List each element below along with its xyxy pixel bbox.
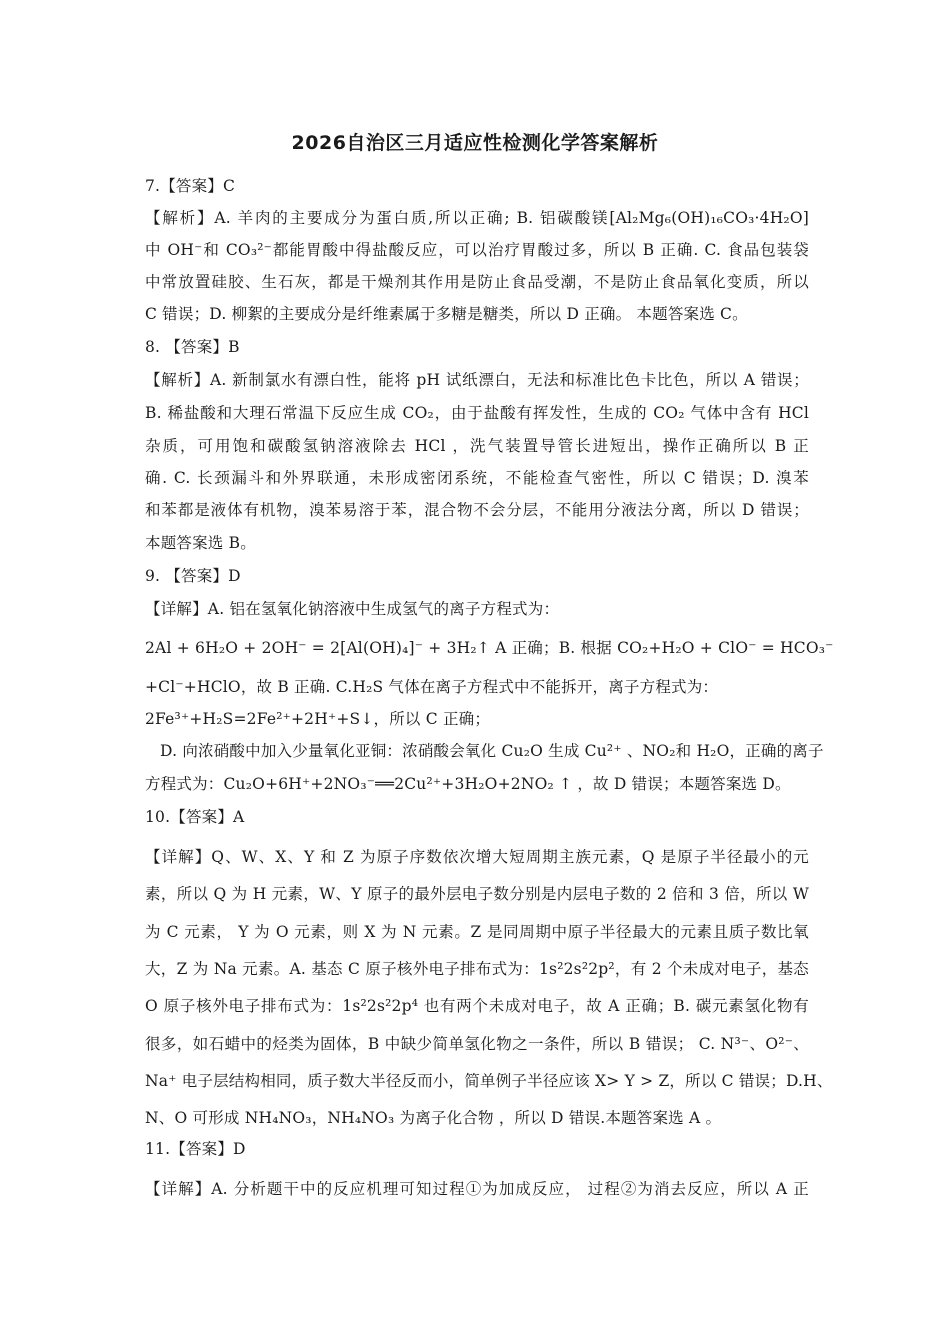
- analysis-line: 确. C. 长颈漏斗和外界联通，未形成密闭系统，不能检查气密性，所以 C 错误；D. 溴苯: [145, 469, 809, 487]
- analysis-line: 【详解】Q、W、X、Y 和 Z 为原子序数依次增大短周期主族元素，Q 是原子半径最小的元: [145, 848, 809, 866]
- analysis-line: C 错误；D. 柳絮的主要成分是纤维素属于多糖是糖类，所以 D 正确。 本题答案选 C。: [145, 305, 748, 323]
- analysis-line: 【解析】A. 羊肉的主要成分为蛋白质,所以正确; B. 铝碳酸镁[Al₂Mg₆(OH)₁₆CO₃·4H₂O]: [145, 209, 809, 227]
- analysis-line: 很多，如石蜡中的烃类为固体，B 中缺少简单氢化物之一条件，所以 B 错误； C. N³⁻、O²⁻、: [145, 1035, 809, 1053]
- answer-9-heading: 9. 【答案】D: [145, 567, 241, 585]
- page-title: 2026自治区三月适应性检测化学答案解析: [291, 132, 659, 154]
- analysis-line: 杂质，可用饱和碳酸氢钠溶液除去 HCl ，洗气装置导管长进短出，操作正确所以 B 正: [145, 437, 809, 455]
- analysis-line: 素，所以 Q 为 H 元素，W、Y 原子的最外层电子数分别是内层电子数的 2 倍和 3 倍，所以 W: [145, 885, 809, 903]
- analysis-line: 大，Z 为 Na 元素。A. 基态 C 原子核外电子排布式为：1s²2s²2p²，有 2 个未成对电子，基态: [145, 960, 809, 978]
- analysis-line: D. 向浓硝酸中加入少量氧化亚铜：浓硝酸会氧化 Cu₂O 生成 Cu²⁺ 、NO₂和 H₂O，正确的离子: [160, 742, 824, 760]
- equation-line: 2Fe³⁺+H₂S=2Fe²⁺+2H⁺+S↓，所以 C 正确；: [145, 710, 491, 728]
- answer-10-heading: 10.【答案】A: [145, 808, 245, 826]
- equation-line: 2Al + 6H₂O + 2OH⁻ = 2[Al(OH)₄]⁻ + 3H₂↑ A 正确；B. 根据 CO₂+H₂O + ClO⁻ = HCO₃⁻: [145, 639, 834, 657]
- answer-11-heading: 11.【答案】D: [145, 1140, 246, 1158]
- analysis-line: 为 C 元素， Y 为 O 元素，则 X 为 N 元素。Z 是同周期中原子半径最大的元素且质子数比氧: [145, 923, 809, 941]
- analysis-line: 和苯都是液体有机物，溴苯易溶于苯，混合物不会分层，不能用分液法分离，所以 D 错误；: [145, 501, 809, 519]
- analysis-line: Na⁺ 电子层结构相同，质子数大半径反而小，简单例子半径应该 X> Y > Z，所以 C 错误；D.H、: [145, 1072, 833, 1090]
- analysis-line: 中 OH⁻和 CO₃²⁻都能胃酸中得盐酸反应，可以治疗胃酸过多，所以 B 正确. C. 食品包装袋: [145, 241, 809, 259]
- analysis-line: B. 稀盐酸和大理石常温下反应生成 CO₂，由于盐酸有挥发性，生成的 CO₂ 气体中含有 HCl: [145, 404, 809, 422]
- analysis-line: N、O 可形成 NH₄NO₃，NH₄NO₃ 为离子化合物 ，所以 D 错误.本题答案选 A 。: [145, 1109, 722, 1127]
- analysis-line: 【解析】A. 新制氯水有漂白性，能将 pH 试纸漂白，无法和标准比色卡比色，所以 A 错误；: [145, 371, 809, 389]
- analysis-line: 【详解】A. 铝在氢氧化钠溶液中生成氢气的离子方程式为：: [145, 600, 560, 618]
- answer-7-heading: 7.【答案】C: [145, 177, 236, 195]
- analysis-line: 本题答案选 B。: [145, 534, 256, 552]
- equation-line: 方程式为：Cu₂O+6H⁺+2NO₃⁻══2Cu²⁺+3H₂O+2NO₂ ↑ ，故 D 错误；本题答案选 D。: [145, 775, 791, 793]
- answer-8-heading: 8. 【答案】B: [145, 338, 240, 356]
- analysis-line: 【详解】A. 分析题干中的反应机理可知过程①为加成反应， 过程②为消去反应，所以 A 正: [145, 1180, 809, 1198]
- analysis-line: O 原子核外电子排布式为：1s²2s²2p⁴ 也有两个未成对电子，故 A 正确；B. 碳元素氢化物有: [145, 997, 809, 1015]
- analysis-line: +Cl⁻+HClO，故 B 正确. C.H₂S 气体在离子方程式中不能拆开，离子方程式为：: [145, 678, 719, 696]
- analysis-line: 中常放置硅胶、生石灰，都是干燥剂其作用是防止食品受潮，不是防止食品氧化变质，所以: [145, 273, 809, 291]
